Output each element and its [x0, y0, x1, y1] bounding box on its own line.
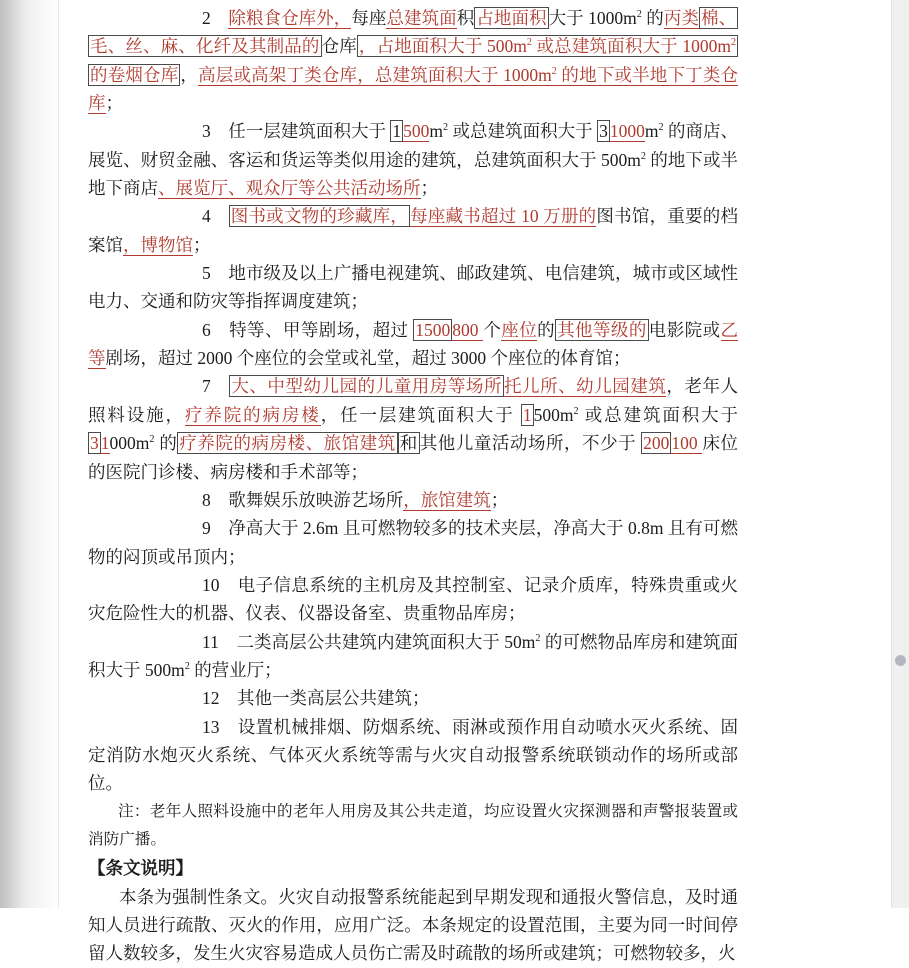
text-run: ，老年人照料设施，: [88, 376, 739, 425]
clause-item-12: [88, 684, 738, 712]
text-run: 每座藏书超过 10 万册的: [410, 206, 597, 227]
text-run: 仓库: [321, 36, 357, 57]
text-run: 大、中型幼儿园的儿童用房等场所: [231, 376, 502, 397]
clause-item-6: [88, 316, 738, 373]
page-edge-shadow: [0, 0, 59, 908]
text-run: 12 其他一类高层公共建筑；: [202, 688, 430, 709]
text-run: 5 地市级及以上广播电视建筑、邮政建筑、电信建筑，城市或区域性电力、交通和防灾等指挥调度建筑；: [88, 263, 738, 312]
text-run: 9 净高大于 2.6m 且可燃物较多的技术夹层，净高大于 0.8m 且有可燃物的闷顶或吊顶内；: [88, 518, 738, 567]
clause-item-10: [88, 571, 738, 628]
text-run: ，: [180, 64, 199, 85]
text-run: 剧场，超过 2000 个座位的会堂或礼堂，超过 3000 个座位的体育馆；: [105, 348, 631, 369]
text-run: 其他儿童活动场所，不少于: [419, 433, 642, 454]
text-run: $000m^2$ 的: [109, 433, 178, 454]
text-run: 1000: [609, 121, 645, 142]
text-run: 疗养院的病房楼: [184, 404, 321, 425]
text-run: 500: [403, 121, 430, 142]
text-run: 大于 $1000m^2$ 的: [548, 8, 664, 28]
text-run: 每座: [351, 8, 387, 28]
text-run: 200: [643, 433, 670, 454]
section-heading: [88, 854, 738, 882]
text-run: 除粮食仓库外，: [228, 8, 352, 28]
clause-item-13: [88, 713, 738, 798]
text-run: 个: [483, 319, 502, 340]
text-run: 注：老年人照料设施中的老年人用房及其公共走道，均应设置火灾探测器和声警报装置或消防广播。: [88, 802, 738, 848]
text-run: 的: [537, 319, 556, 340]
clause-item-3: [88, 117, 738, 202]
text-run: 1: [100, 433, 110, 454]
text-run: 其他等级的: [557, 319, 647, 340]
text-run: 【条文说明】: [88, 858, 193, 879]
explanation-paragraph: [88, 883, 738, 968]
text-run: ；: [420, 178, 438, 199]
text-run: 10 电子信息系统的主机房及其控制室、记录介质库，特殊贵重或火灾危险性大的机器、仪表、仪器设备室、贵重物品库房；: [88, 574, 738, 624]
text-run: ；: [193, 234, 211, 255]
clause-item-8: [88, 486, 738, 514]
text-run: 图书馆，重要的档案馆: [88, 206, 739, 255]
clause-item-9: [88, 514, 738, 571]
text-run: 800: [452, 319, 484, 340]
text-run: 7: [202, 376, 230, 397]
text-run: 本条为强制性条文。火灾自动报警系统能起到早期发现和通报火警信息，及时通知人员进行疏散、灭火的作用，应用广泛。本条规定的设置范围，主要为同一时间停留人数较多，发生火灾容易造成人员伤亡需及时疏散的场所或建筑；可燃物较多，火: [88, 886, 738, 964]
clause-item-4: [88, 202, 738, 259]
text-run: 丙类: [663, 8, 699, 28]
text-run: 床位的医院门诊楼、病房楼和手术部等；: [88, 433, 738, 482]
text-run: 高层或高架丁类仓库，总建筑面积大于 $1000m^2$ 的地下或半地下丁类仓库: [88, 64, 739, 114]
text-run: 、展览厅、观众厅等公共活动场所: [158, 178, 421, 199]
text-run: 1500: [415, 319, 451, 340]
text-run: $m^2$ 的商店、展览、财贸金融、客运和货运等类似用途的建筑，总建筑面积大于 $500m^2$ 的地下或半地下商店: [88, 121, 739, 199]
text-run: 13 设置机械排烟、防烟系统、雨淋或预作用自动喷水灭火系统、固定消防水炮灭火系统、气体灭火系统等需与火灾自动报警系统联锁动作的场所或部位。: [88, 716, 738, 794]
text-run: 11 二类高层公共建筑内建筑面积大于 $50m^2$ 的可燃物品库房和建筑面积大于 $500m^2$ 的营业厅；: [88, 631, 738, 680]
text-run: 托儿所、幼儿园建筑: [504, 376, 667, 397]
scrollbar-rail[interactable]: [891, 0, 909, 908]
text-run: 乙等: [88, 319, 739, 369]
text-run: ，博物馆: [123, 234, 193, 255]
text-run: 6 特等、甲等剧场，超过: [202, 319, 414, 340]
text-run: 总建筑面: [386, 8, 457, 28]
text-run: 8 歌舞娱乐放映游艺场所: [202, 489, 404, 510]
text-run: 和: [399, 433, 418, 454]
text-run: ；: [490, 489, 509, 510]
text-run: 座位: [501, 319, 538, 340]
text-run: 3: [599, 121, 608, 142]
text-run: 100: [671, 433, 703, 454]
text-run: ，旅馆建筑: [403, 489, 491, 510]
document-text-block: [88, 4, 738, 968]
text-run: 2: [202, 8, 229, 28]
text-run: 疗养院的病房楼、旅馆建筑: [179, 433, 396, 454]
clause-item-7: [88, 372, 738, 485]
text-run: ；: [105, 93, 123, 114]
text-run: ，占地面积大于 $500m^2$ 或总建筑面积大于 $1000m^2$ 的卷烟仓库: [90, 36, 736, 85]
text-run: 棉、毛、丝、麻、化纤及其制品的: [90, 8, 737, 57]
text-run: 3: [90, 433, 99, 454]
text-run: 积: [456, 8, 475, 28]
text-run: 电影院或: [648, 319, 721, 340]
clause-item-5: [88, 259, 738, 316]
text-run: 图书或文物的珍藏库，: [230, 206, 409, 227]
clause-item-2: [88, 4, 738, 117]
text-run: 1: [522, 404, 532, 425]
text-run: 3 任一层建筑面积大于: [202, 121, 391, 142]
text-run: 占地面积: [476, 8, 547, 28]
text-run: ，任一层建筑面积大于: [320, 404, 521, 425]
text-run: 1: [392, 121, 402, 142]
text-run: 4: [202, 206, 229, 227]
scrollbar-thumb[interactable]: [895, 655, 906, 666]
text-run: $500m^2$ 或总建筑面积大于: [533, 404, 739, 425]
clause-note: [88, 798, 738, 855]
text-run: $m^2$ 或总建筑面积大于: [429, 121, 598, 142]
clause-item-11: [88, 628, 738, 685]
